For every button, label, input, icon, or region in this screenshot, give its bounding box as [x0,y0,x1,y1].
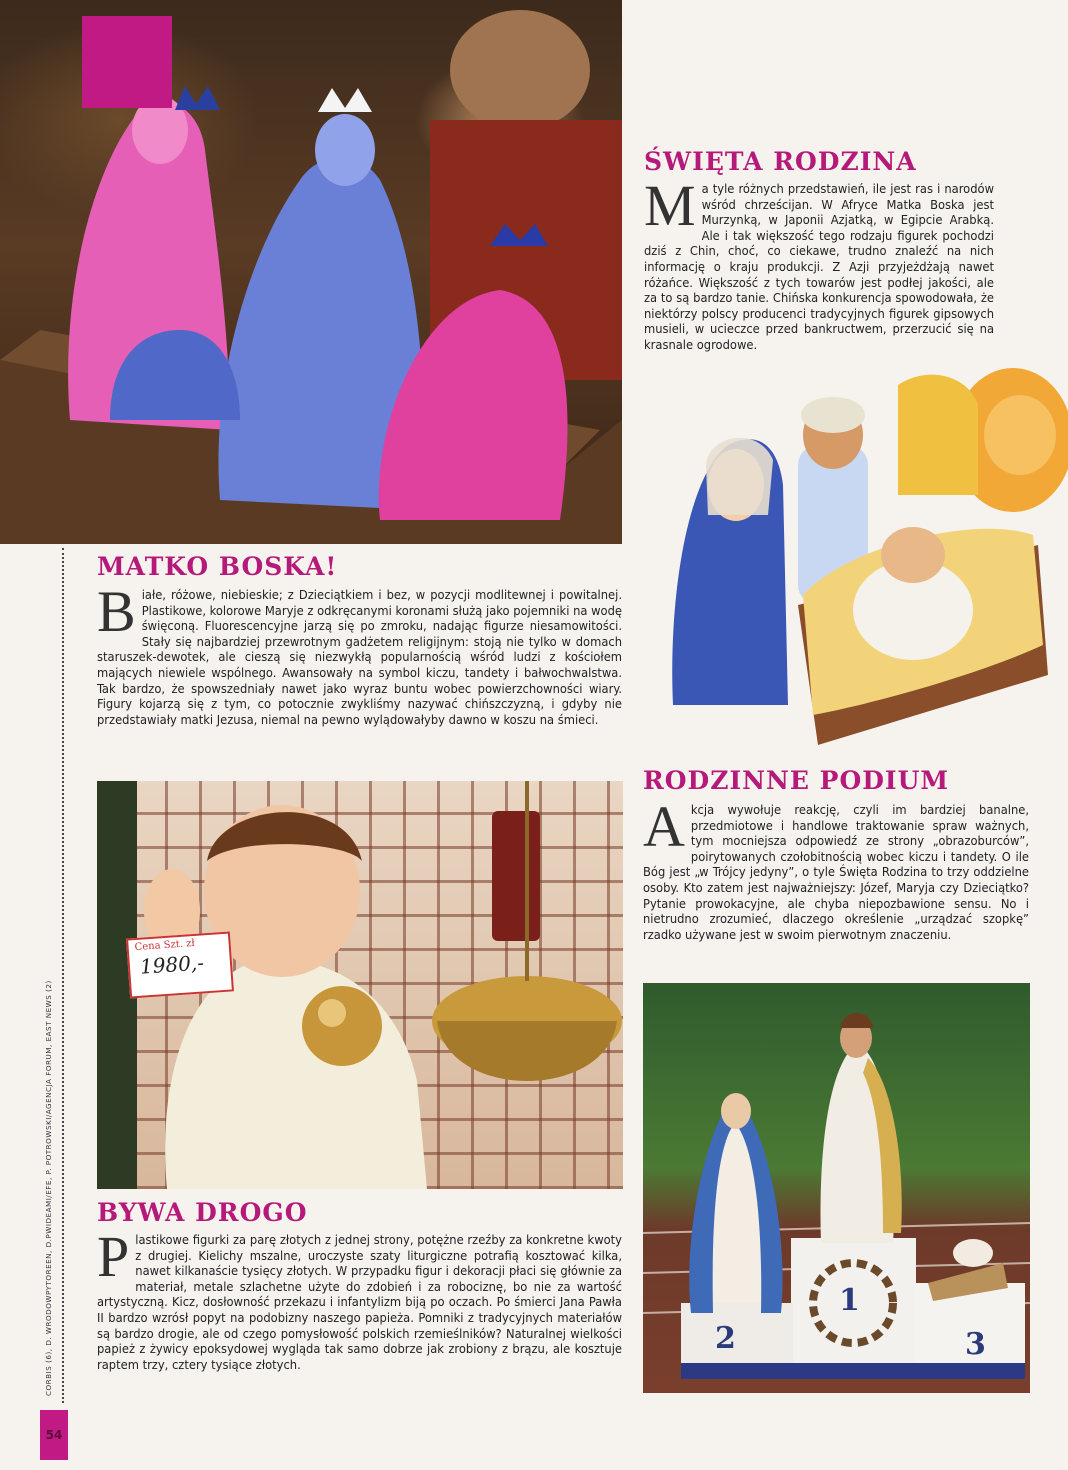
dropcap-b: B [97,579,136,644]
price-tag-value: 1980,- [139,950,205,979]
section-text-matko-boska: iałe, różowe, niebieskie; z Dzieciątkiem i bez, w pozycji modlitewnej i powitalnej. Plastikowe, kolorowe Maryje z odkręcanymi koronami służą jako pojemniki na wodę święconą. Fluorescencyjne jarzą się po zmroku, nadając figurze niesamowitości. Stały się najbardziej przewrotnym gadżetem religijnym: stoją nie tylko w domach staruszek-dewotek, ale cieszą się niezwykłą popularnością wśród ludzi z kościołem mających niewiele wspólnego. Awansowały na symbol kiczu, tandety i bałwochwalstwa. Tak bardzo, że spowszedniały nawet jako wyraz buntu wobec powierzchowności wiary. Figury kojarzą się z tym, co potocznie zwykliśmy nazywać chińszczyzną, i gdyby nie przedstawiały matki Jezusa, niemal na pewno wylądowałyby dawno w koszu na śmieci. [97,588,622,728]
podium-first-place: 1 [839,1283,860,1318]
photo-infant-jesus-figure [97,781,623,1189]
photo-credit: CORBIS (6), D. WRODOWPYTOREEN, D.PWIDEAMI/EFE, P. POTROWSKI/AGENCJA FORUM, EAST NEWS (2) [44,980,53,1396]
photo-madonna-figurines [0,0,622,544]
price-tag [126,931,234,998]
section-title-matko-boska: MATKO BOSKA! [97,552,338,581]
dropcap-m: M [644,173,696,238]
section-title-bywa-drogo: BYWA DROGO [97,1198,308,1227]
section-title-rodzinne-podium: RODZINNE PODIUM [643,766,950,795]
section-body-swieta-rodzina [644,173,994,354]
section-body-rodzinne-podium [643,794,1029,943]
podium-second-place: 2 [715,1321,736,1356]
photo-nativity-toys [648,345,1068,745]
page-number: 54 [40,1410,68,1460]
podium-third-place: 3 [965,1327,986,1362]
section-title-swieta-rodzina: ŚWIĘTA RODZINA [644,147,917,176]
price-tag-label: Cena Szt. zł [134,937,196,954]
decorative-magenta-square [82,16,172,108]
dotted-margin-rule [62,548,64,1403]
section-body-matko-boska [97,579,622,728]
section-text-rodzinne-podium: kcja wywołuje reakcję, czyli im bardziej banalne, przedmiotowe i handlowe traktowanie spraw ważnych, tym mocniejsza odpowiedź ze strony „obrazoburców”, poirytowanych czołobitnością wobec kiczu i tandety. O ile Bóg jest „w Trójcy jedyny”, o tyle Święta Rodzina to trzy oddzielne osoby. Kto zatem jest najważniejszy: Józef, Maryja czy Dzieciątko? Pytanie prowokacyjne, ale chyba niepozbawione sensu. No i nietrudno zrozumieć, dlaczego określenie „urządzać szopkę” rzadko używane jest w swoim pierwotnym znaczeniu. [643,803,1029,943]
section-body-bywa-drogo [97,1224,622,1373]
nativity-toys-illustration [648,345,1068,745]
photo-holy-family-podium [643,983,1030,1393]
section-text-bywa-drogo: lastikowe figurki za parę złotych z jednej strony, potężne rzeźby za konkretne kwoty z drugiej. Kielichy mszalne, uroczyste szaty liturgiczne potrafią kosztować kilka, nawet kilkanaście tysięcy złotych. W przypadku figur i dekoracji płaci się głównie za materiał, metale szlachetne użyte do zdobień i za robociznę, bo nie za wartość artystyczną. Kicz, dosłowność przekazu i infantylizm biją po oczach. Po śmierci Jana Pawła II bardzo wzrósł popyt na podobizny naszego papieża. Pomniki z tradycyjnych materiałów są bardzo drogie, ale od czego pomysłowość polskich rzemieślników? Naturalnej wielkości papież z żywicy epoksydowej wygląda tak samo dobrze jak zrobiony z brązu, ale kosztuje raptem trzy, cztery tysiące złotych. [97,1233,622,1373]
section-text-swieta-rodzina: a tyle różnych przedstawień, ile jest ras i narodów wśród chrześcijan. W Afryce Matka Boska jest Murzynką, w Japonii Azjatką, w Egipcie Arabką. Ale i tak większość tego rodzaju figurek pochodzi dziś z Chin, choć, co ciekawe, trudno znaleźć na nich informację o kraju produkcji. Z Azji przyjeżdżają nawet różańce. Większość z tych towarów jest podłej jakości, ale za to są bardzo tanie. Chińska konkurencja spowodowała, że niektórzy polscy producenci tradycyjnych figurek gipsowych musieli, w ucieczce przed bankructwem, przerzucić się na krasnale ogrodowe. [644,182,994,353]
dropcap-a: A [643,794,685,859]
dropcap-p: P [97,1224,130,1289]
